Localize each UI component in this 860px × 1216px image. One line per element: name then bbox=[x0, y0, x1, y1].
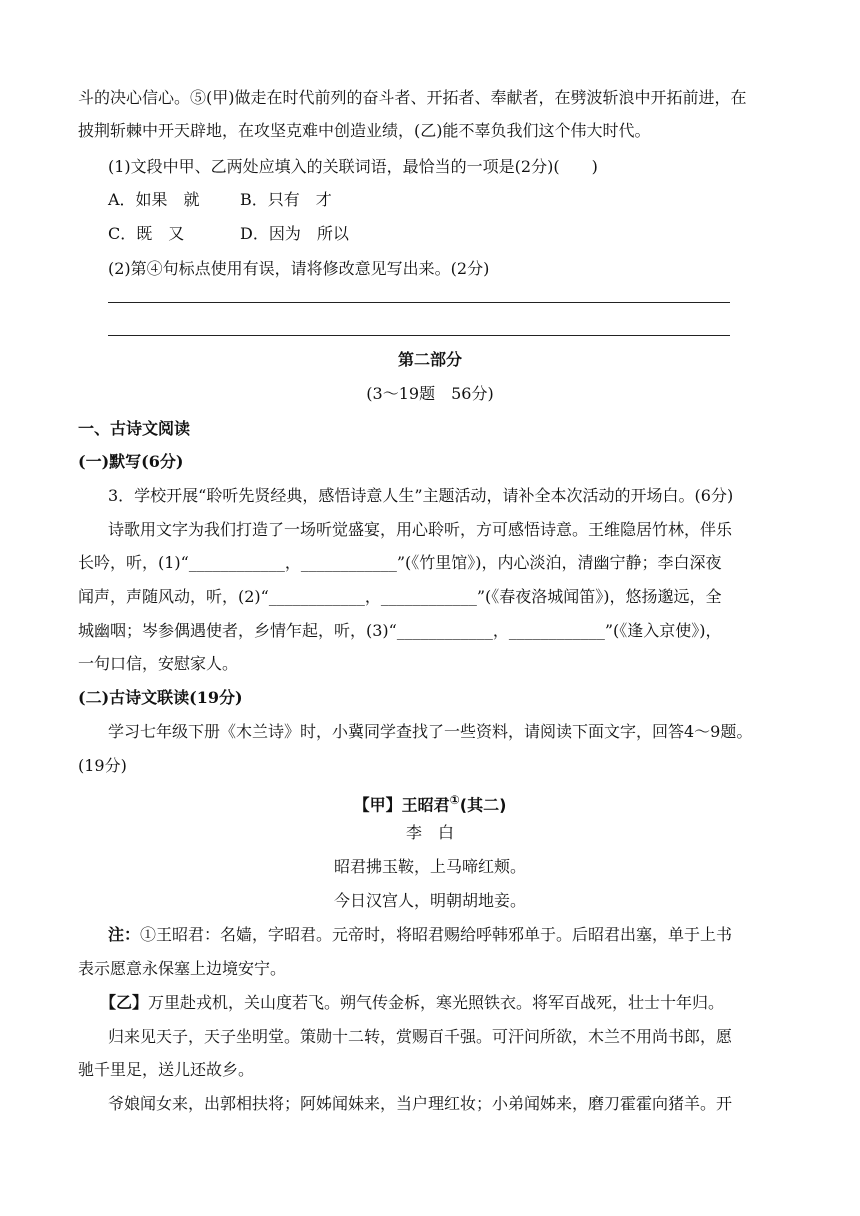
part-subtitle: (3～19题 56分) bbox=[366, 384, 494, 403]
footnote-marker: ① bbox=[449, 793, 460, 807]
question-1: (1)文段中甲、乙两处应填入的关联词语，最恰当的一项是(2分)( ) bbox=[108, 157, 598, 176]
subsection-heading: (二)古诗文联读(19分) bbox=[78, 688, 243, 707]
option-d: D．因为 所以 bbox=[240, 224, 349, 243]
passage-line: 驰千里足，送儿还故乡。 bbox=[78, 1060, 255, 1079]
poem-line: 昭君拂玉鞍，上马啼红颊。 bbox=[333, 857, 526, 876]
paragraph-line: 城幽咽；岑参偶遇使者，乡情乍起，听，(3)“____________，____________”(《逢入京使》)， bbox=[78, 621, 722, 640]
paragraph-line: 一句口信，安慰家人。 bbox=[78, 654, 239, 673]
intro-line: 学习七年级下册《木兰诗》时，小冀同学查找了一些资料，请阅读下面文字，回答4～9题。 bbox=[108, 722, 753, 741]
intro-line: (19分) bbox=[78, 756, 127, 775]
poem-author: 李 白 bbox=[405, 823, 454, 842]
options-row-2 bbox=[108, 224, 790, 244]
paragraph-line: 长吟，听，(1)“____________，____________”(《竹里馆》)，内心淡泊，清幽宁静；李白深夜 bbox=[78, 553, 722, 572]
answer-line[interactable] bbox=[108, 302, 730, 303]
footnote-line: 表示愿意永保塞上边境安宁。 bbox=[78, 959, 287, 978]
question-2: (2)第④句标点使用有误，请将修改意见写出来。(2分) bbox=[108, 259, 490, 278]
passage-line: 归来见天子，天子坐明堂。策勋十二转，赏赐百千强。可汗问所欲，木兰不用尚书郎，愿 bbox=[108, 1027, 733, 1046]
note-label: 注： bbox=[108, 925, 141, 944]
text-line: 披荆斩棘中开天辟地，在攻坚克难中创造业绩，(乙)能不辜负我们这个伟大时代。 bbox=[78, 121, 651, 140]
part-title: 第二部分 bbox=[397, 350, 462, 369]
poem-title: 【甲】王昭君①(其二) bbox=[353, 793, 507, 815]
text-line: 斗的决心信心。⑤(甲)做走在时代前列的奋斗者、开拓者、奉献者，在劈波斩浪中开拓前进，在 bbox=[78, 88, 747, 107]
passage-line: 爷娘闻女来，出郭相扶将；阿姊闻妹来，当户理红妆；小弟闻姊来，磨刀霍霍向猪羊。开 bbox=[108, 1094, 733, 1113]
option-c: C．既 又 bbox=[108, 224, 185, 243]
option-b: B．只有 才 bbox=[240, 190, 332, 209]
passage-label: 【乙】 bbox=[100, 993, 149, 1012]
subsection-heading: (一)默写(6分) bbox=[78, 452, 184, 471]
footnote-line: 注：①王昭君：名嫱，字昭君。元帝时，将昭君赐给呼韩邪单于。后昭君出塞，单于上书 bbox=[108, 925, 733, 944]
paragraph-line: 诗歌用文字为我们打造了一场听觉盛宴，用心聆听，方可感悟诗意。王维隐居竹林，伴乐 bbox=[108, 520, 733, 539]
poem-line: 今日汉宫人，明朝胡地妾。 bbox=[333, 891, 526, 910]
passage-line: 【乙】万里赴戎机，关山度若飞。朔气传金柝，寒光照铁衣。将军百战死，壮士十年归。 bbox=[100, 993, 725, 1012]
question-3: 3．学校开展“聆听先贤经典，感悟诗意人生”主题活动，请补全本次活动的开场白。(6分) bbox=[108, 486, 734, 505]
section-heading: 一、古诗文阅读 bbox=[78, 419, 191, 438]
options-row-1 bbox=[108, 190, 790, 210]
option-a: A．如果 就 bbox=[108, 190, 200, 209]
paragraph-line: 闻声，声随风动，听，(2)“____________，____________”(《春夜洛城闻笛》)，悠扬邈远，全 bbox=[78, 587, 722, 606]
answer-line[interactable] bbox=[108, 335, 730, 336]
